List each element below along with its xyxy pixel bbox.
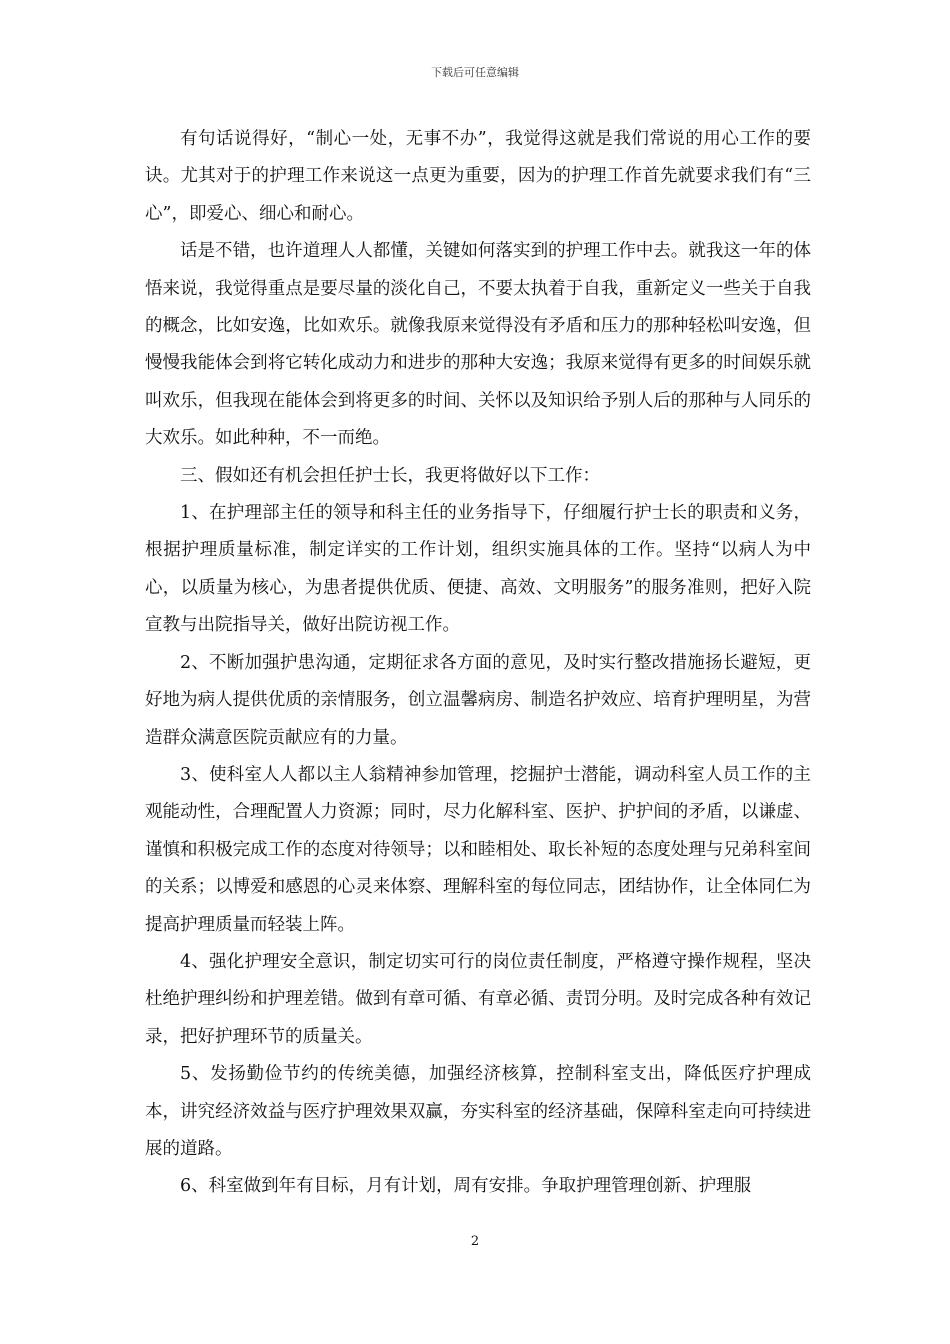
page-number: 2 [470,1234,480,1249]
paragraph-7: 4、强化护理安全意识，制定切实可行的岗位责任制度，严格遵守操作规程，坚决杜绝护理纠纷和护理差错。做到有章可循、有章必循、责罚分明。及时完成各种有效记录，把好护理环节的质量关。 [145,951,811,1047]
paragraph-2: 话是不错，也许道理人人都懂，关键如何落实到的护理工作中去。就我这一年的体悟来说，我觉得重点是要尽量的淡化自己，不要太执着于自我，重新定义一些关于自我的概念，比如安逸，比如欢乐。就像我原来觉得没有矛盾和压力的那种轻松叫安逸，但慢慢我能体会到将它转化成动力和进步的那种大安逸；我原来觉得有更多的时间娱乐就叫欢乐，但我现在能体会到将更多的时间、关怀以及知识给予别人后的那种与人同乐的大欢乐。如此种种，不一而绝。 [145,241,811,449]
paragraph-9: 6、科室做到年有目标，月有计划，周有安排。争取护理管理创新、护理服 [180,1176,752,1197]
paragraph-5: 2、不断加强护患沟通，定期征求各方面的意见，及时实行整改措施扬长避短，更好地为病人提供优质的亲情服务，创立温馨病房、制造名护效应、培育护理明星，为营造群众满意医院贡献应有的力量。 [145,652,811,748]
paragraph-6: 3、使科室人人都以主人翁精神参加管理，挖掘护士潜能，调动科室人员工作的主观能动性，合理配置人力资源；同时，尽力化解科室、医护、护护间的矛盾，以谦虚、谨慎和积极完成工作的态度对待领导；以和睦相处、取长补短的态度处理与兄弟科室间的关系；以博爱和感恩的心灵来体察、理解科室的每位同志，团结协作，让全体同仁为提高护理质量而轻装上阵。 [145,764,811,935]
page-header: 下载后可任意编辑 [431,66,519,79]
paragraph-3: 三、假如还有机会担任护士长，我更将做好以下工作： [180,465,600,486]
paragraph-1: 有句话说得好，“制心一处，无事不办”，我觉得这就是我们常说的用心工作的要诀。尤其对于的护理工作来说这一点更为重要，因为的护理工作首先就要求我们有“三心”，即爱心、细心和耐心。 [145,129,811,224]
document-body [145,121,811,1206]
paragraph-4: 1、在护理部主任的领导和科主任的业务指导下，仔细履行护士长的职责和义务，根据护理质量标准，制定详实的工作计划，组织实施具体的工作。坚持“以病人为中心，以质量为核心，为患者提供优质、便捷、高效、文明服务”的服务准则，把好入院宣教与出院指导关，做好出院访视工作。 [145,503,811,636]
paragraph-8: 5、发扬勤俭节约的传统美德，加强经济核算，控制科室支出，降低医疗护理成本，讲究经济效益与医疗护理效果双赢，夯实科室的经济基础，保障科室走向可持续进展的道路。 [145,1064,811,1159]
